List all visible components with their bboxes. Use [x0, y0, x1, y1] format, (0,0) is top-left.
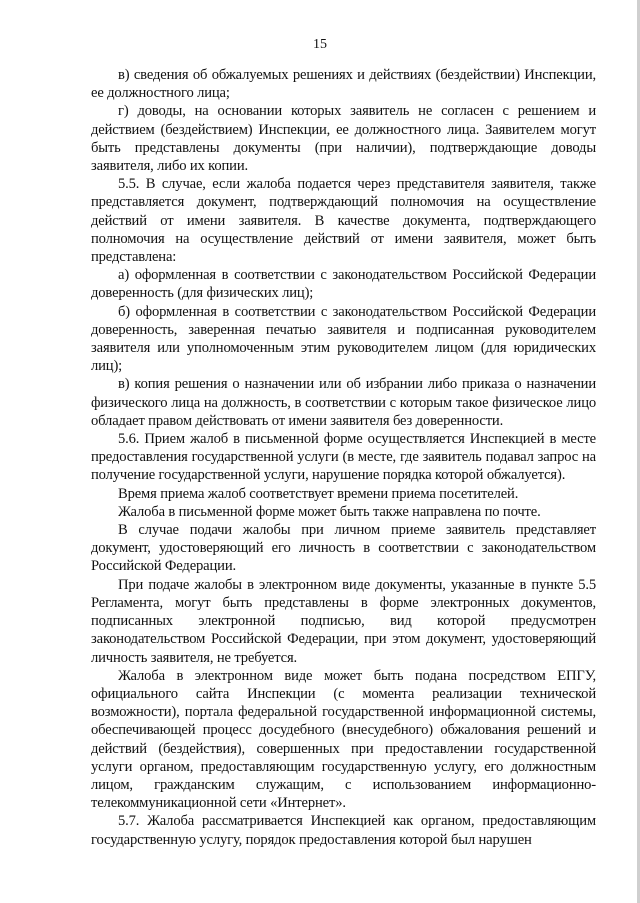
- paragraph-5-6-written-complaints: 5.6. Прием жалоб в письменной форме осуществляется Инспекцией в месте предоставления государственной услуги (в месте, где заявитель подавал запрос на получение государственной услуги, нарушение порядка которой обжалуется).: [91, 431, 596, 484]
- paragraph-personal-reception: В случае подачи жалобы при личном приеме заявитель представляет документ, удостоверяющий его личность в соответствии с законодательством Российской Федерации.: [91, 522, 596, 575]
- paragraph-reception-time: Время приема жалоб соответствует времени приема посетителей.: [118, 485, 519, 502]
- paragraph-g-arguments: г) доводы, на основании которых заявитель не согласен с решением и действием (бездействием) Инспекции, ее должностного лица. Заявителем могут быть представлены документы (при наличии), подтверждающие доводы заявителя, либо их копии.: [91, 103, 596, 175]
- document-body: [91, 66, 596, 849]
- paragraph-5-5-representative: 5.5. В случае, если жалоба подается через представителя заявителя, также представляется документ, подтверждающий полномочия на осуществление действий от имени заявителя. В качестве документа, подтверждающего полномочия на осуществление действий от имени заявителя, может быть представлена:: [91, 176, 596, 266]
- paragraph-5-7-review: 5.7. Жалоба рассматривается Инспекцией как органом, предоставляющим государственную услугу, порядок предоставления которой был нарушен: [91, 813, 596, 848]
- paragraph-v-appointment-decision: в) копия решения о назначении или об избрании либо приказа о назначении физического лица на должность, в соответствии с которым такое физическое лицо обладает правом действовать от имени заявителя без доверенности.: [91, 376, 596, 429]
- paragraph-electronic-submission: Жалоба в электронном виде может быть подана посредством ЕПГУ, официального сайта Инспекции (с момента реализации технической возможности), портала федеральной государственной информационной системы, обеспечивающей процесс досудебного (внесудебного) обжалования решений и действий (бездействия), совершенных при предоставлении государственной услуги органом, предоставляющим государственную услугу, его должностным лицом, гражданским служащим, с использованием информационно-телекоммуникационной сети «Интернет».: [91, 667, 596, 812]
- paragraph-a-power-of-attorney-individuals: а) оформленная в соответствии с законодательством Российской Федерации доверенность (для физических лиц);: [91, 267, 596, 302]
- page-number: 15: [313, 37, 327, 52]
- paragraph-v-appealed-decisions: в) сведения об обжалуемых решениях и действиях (бездействии) Инспекции, ее должностного лица;: [91, 67, 596, 102]
- paragraph-postal-complaint: Жалоба в письменной форме может быть также направлена по почте.: [118, 503, 541, 520]
- paragraph-b-power-of-attorney-legal-entities: б) оформленная в соответствии с законодательством Российской Федерации доверенность, заверенная печатью заявителя и подписанная руководителем заявителя или уполномоченным этим руководителем лицом (для юридических лиц);: [91, 303, 596, 375]
- paragraph-electronic-documents: При подаче жалобы в электронном виде документы, указанные в пункте 5.5 Регламента, могут быть представлены в форме электронных документов, подписанных электронной подписью, вид которой предусмотрен законодательством Российской Федерации, при этом документ, удостоверяющий личность заявителя, не требуется.: [91, 576, 596, 666]
